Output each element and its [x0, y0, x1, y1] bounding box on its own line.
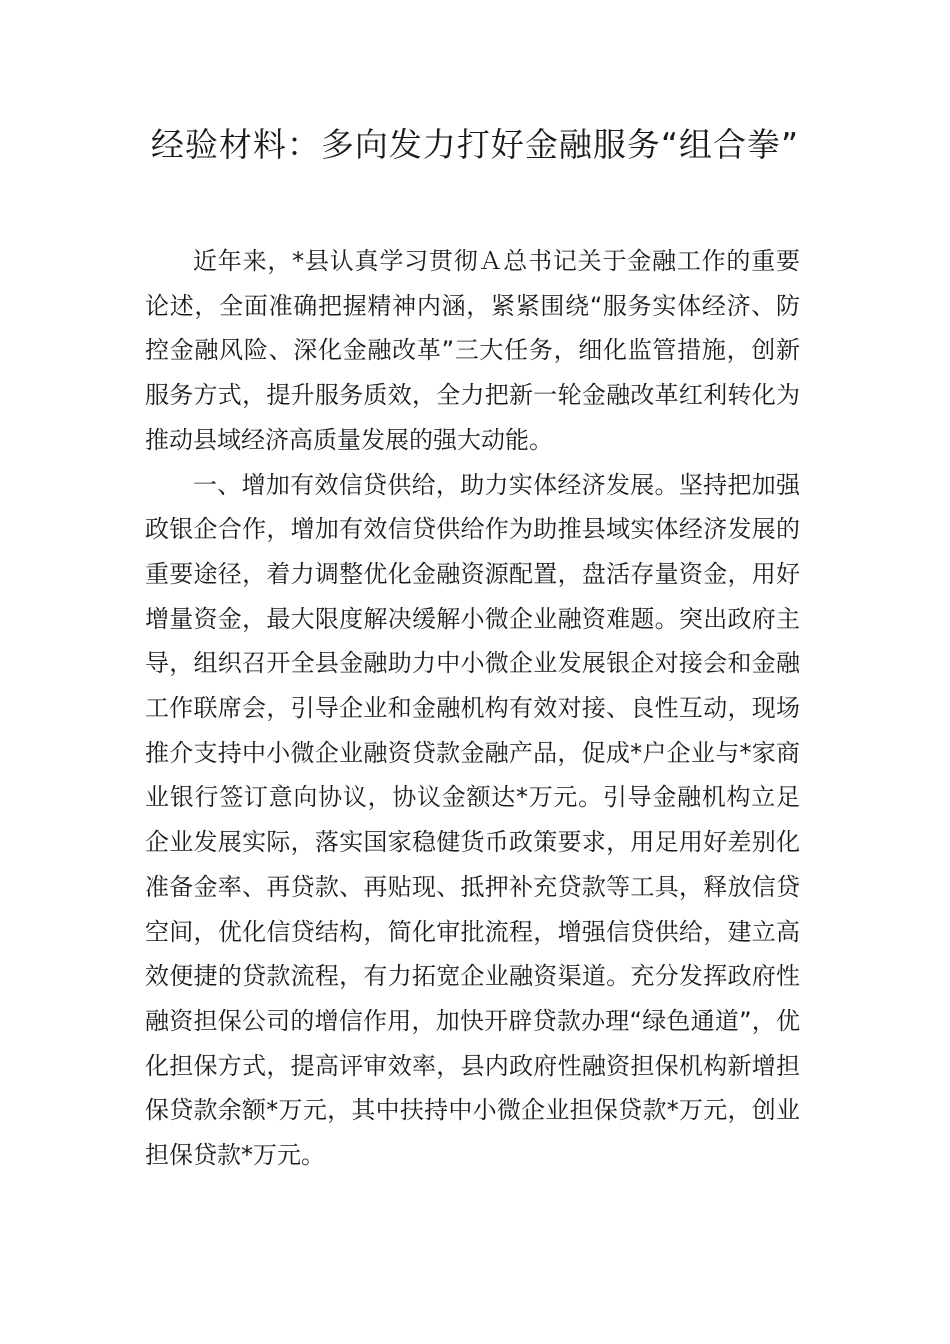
paragraph-intro: 近年来，*县认真学习贯彻Ａ总书记关于金融工作的重要论述，全面准确把握精神内涵，紧紧围绕“服务实体经济、防控金融风险、深化金融改革”三大任务，细化监管措施，创新服务方式，提升服务质效，全力把新一轮金融改革红利转化为推动县域经济高质量发展的强大动能。: [145, 247, 800, 454]
document-body: [145, 239, 800, 1178]
paragraph-section-one: 一、增加有效信贷供给，助力实体经济发展。坚持把加强政银企合作，增加有效信贷供给作为助推县域实体经济发展的重要途径，着力调整优化金融资源配置，盘活存量资金，用好增量资金，最大限度解决缓解小微企业融资难题。突出政府主导，组织召开全县金融助力中小微企业发展银企对接会和金融工作联席会，引导企业和金融机构有效对接、良性互动，现场推介支持中小微企业融资贷款金融产品，促成*户企业与*家商业银行签订意向协议，协议金额达*万元。引导金融机构立足企业发展实际，落实国家稳健货币政策要求，用足用好差别化准备金率、再贷款、再贴现、抵押补充贷款等工具，释放信贷空间，优化信贷结构，简化审批流程，增强信贷供给，建立高效便捷的贷款流程，有力拓宽企业融资渠道。充分发挥政府性融资担保公司的增信作用，加快开辟贷款办理“绿色通道”，优化担保方式，提高评审效率，县内政府性融资担保机构新增担保贷款余额*万元，其中扶持中小微企业担保贷款*万元，创业担保贷款*万元。: [145, 470, 800, 1170]
document-title: 经验材料：多向发力打好金融服务“组合拳”: [150, 125, 800, 164]
